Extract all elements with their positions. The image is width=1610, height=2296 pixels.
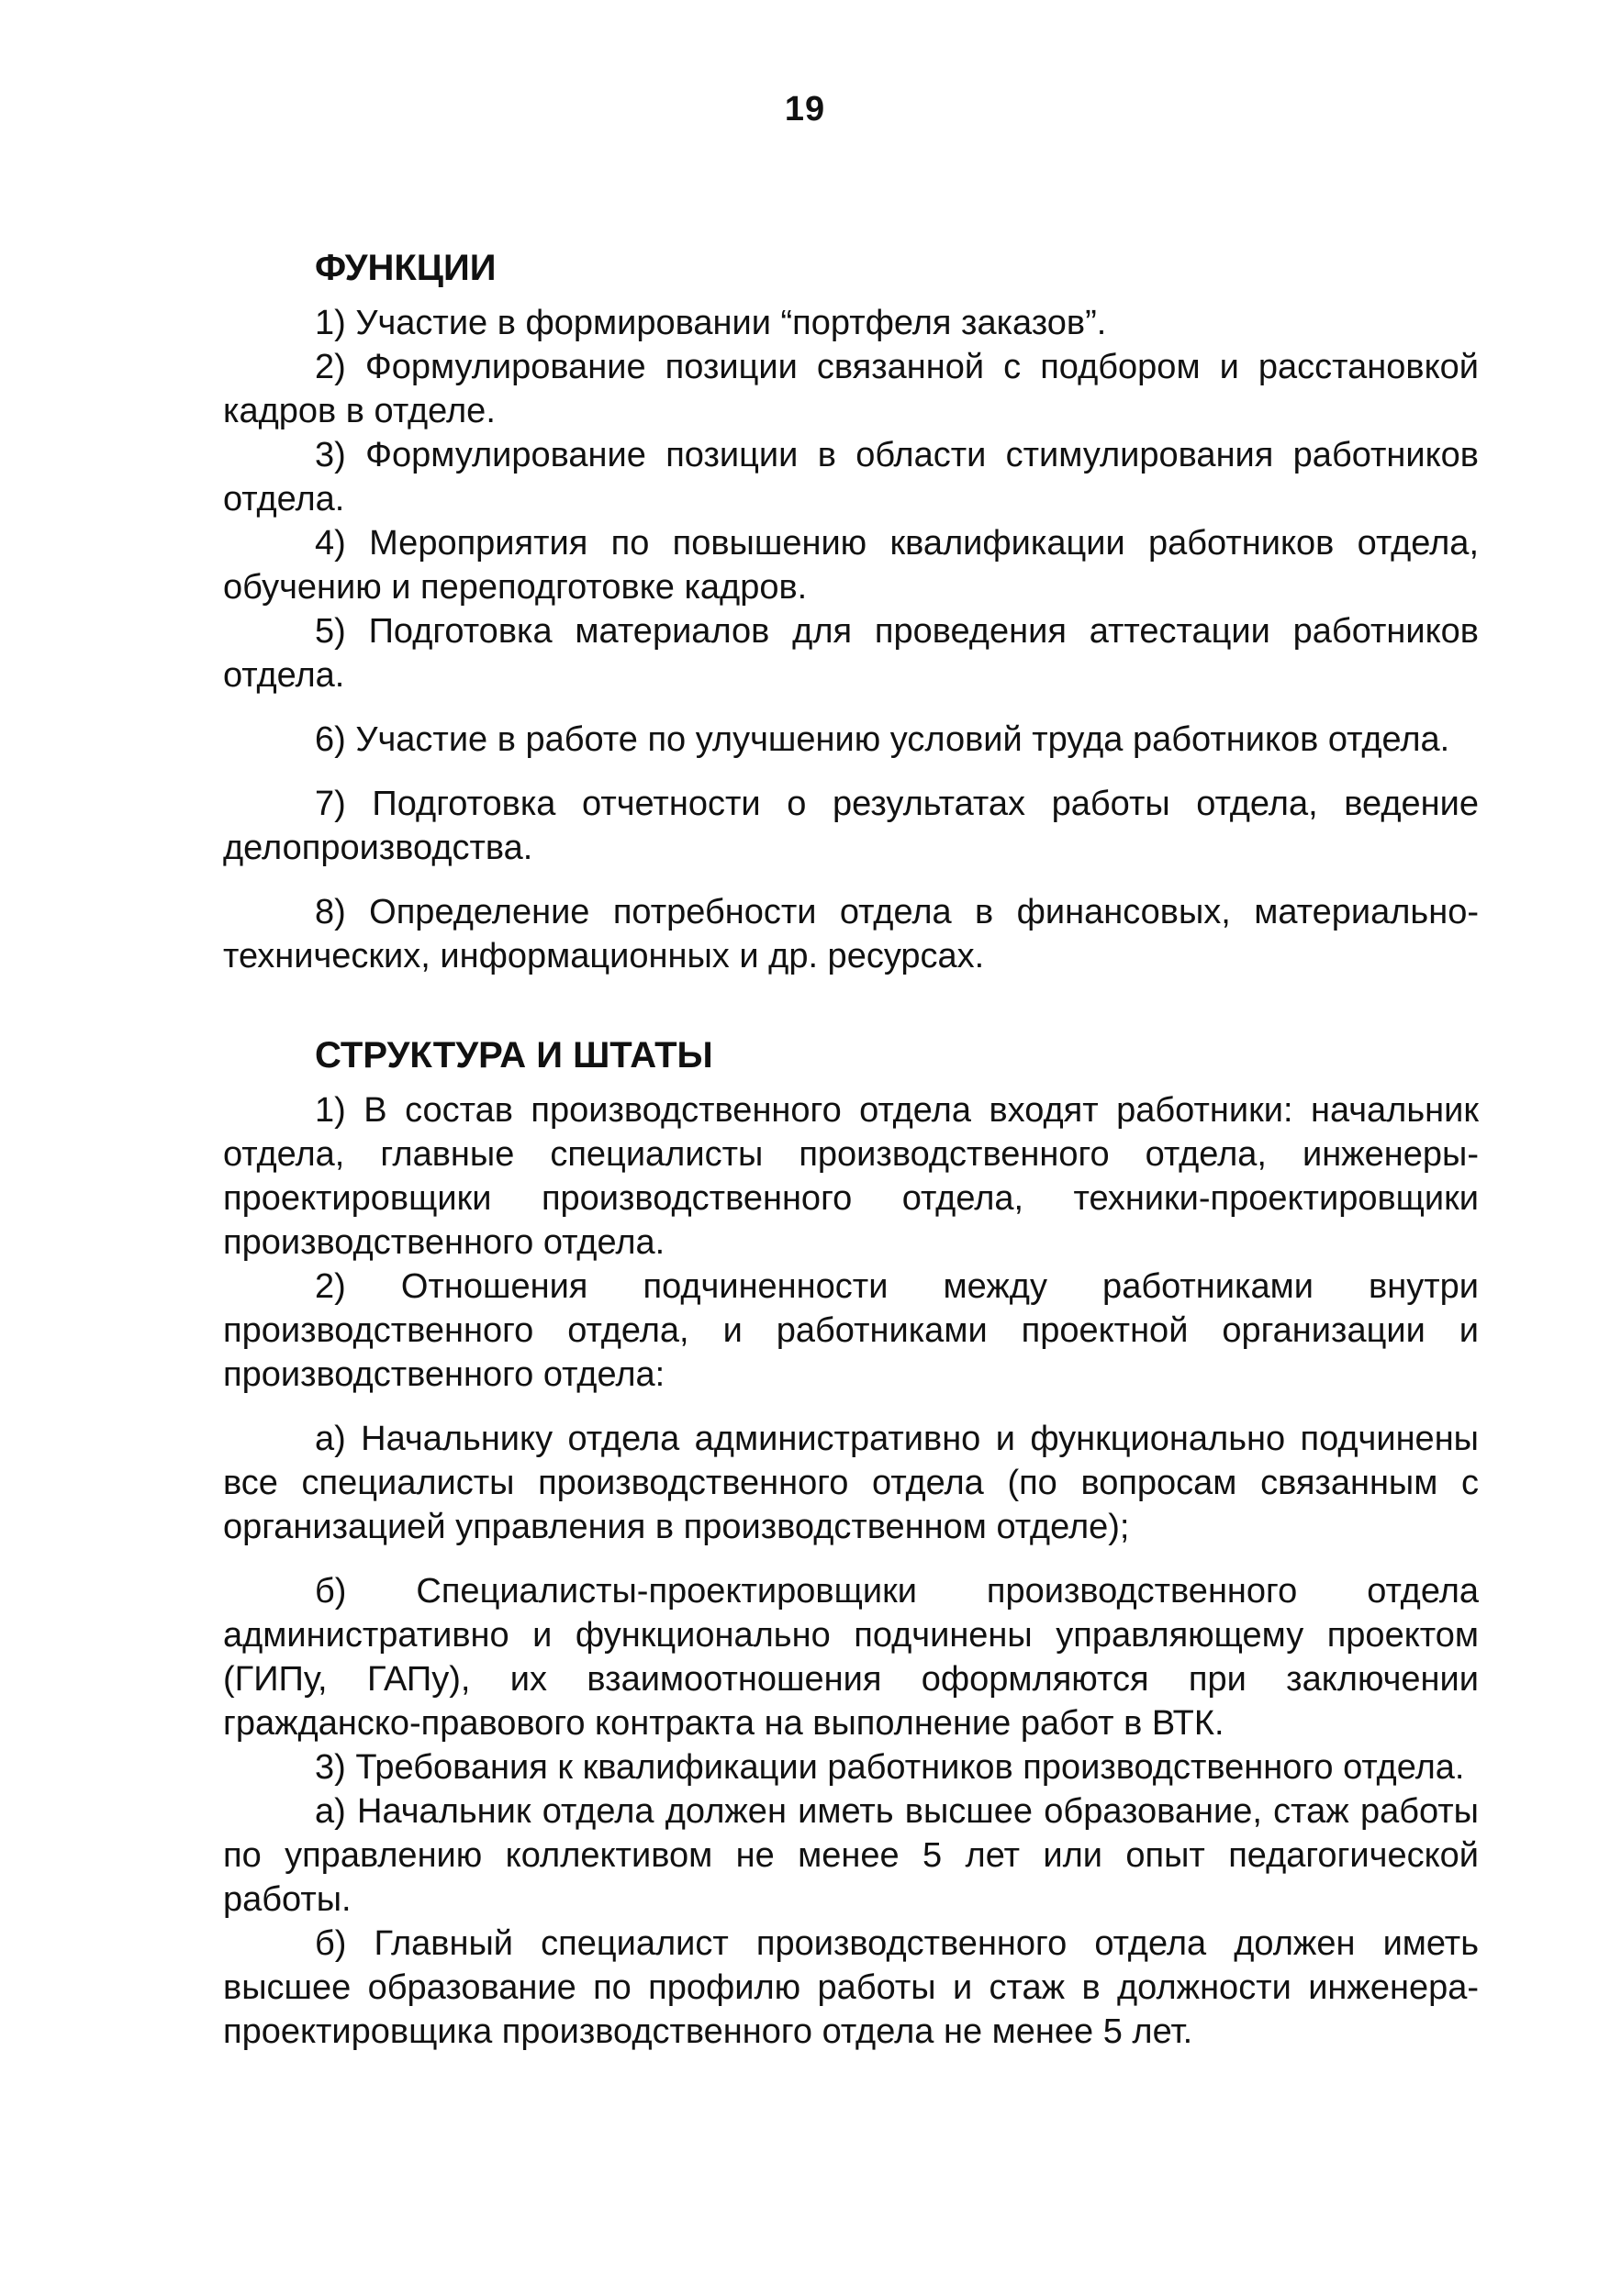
structure-item-3b: б) Главный специалист производственного отдела должен иметь высшее образование по профилю работы и стаж в должности инженера-проектировщика производственного отдела не менее 5 лет.	[223, 1924, 1479, 2051]
functions-item-2: 2) Формулирование позиции связанной с подбором и расстановкой кадров в отделе.	[223, 348, 1479, 430]
structure-item-2: 2) Отношения подчиненности между работниками внутри производственного отдела, и работниками проектной организации и производственного отдела:	[223, 1267, 1479, 1394]
structure-item-2a: а) Начальнику отдела административно и функционально подчинены все специалисты производственного отдела (по вопросам связанным с организацией управления в производственном отделе);	[223, 1420, 1479, 1546]
functions-item-6: 6) Участие в работе по улучшению условий труда работников отдела.	[315, 720, 1450, 759]
page-number: 19	[784, 90, 826, 128]
functions-item-4: 4) Мероприятия по повышению квалификации работников отдела, обучению и переподготовке кадров.	[223, 524, 1479, 607]
structure-item-2b: б) Специалисты-проектировщики производственного отдела административно и функционально подчинены управляющему проектом (ГИПу, ГАПу), их взаимоотношения оформляются при заключении гражданско-правового контракта на выполнение работ в ВТК.	[223, 1572, 1479, 1743]
functions-item-1: 1) Участие в формировании “портфеля заказов”.	[315, 304, 1107, 342]
structure-item-3: 3) Требования к квалификации работников производственного отдела.	[315, 1748, 1465, 1787]
functions-item-3: 3) Формулирование позиции в области стимулирования работников отдела.	[223, 436, 1479, 518]
section-heading-structure: СТРУКТУРА И ШТАТЫ	[315, 1035, 713, 1076]
section-heading-functions: ФУНКЦИИ	[315, 248, 497, 288]
functions-item-7: 7) Подготовка отчетности о результатах работы отдела, ведение делопроизводства.	[223, 785, 1479, 867]
functions-item-5: 5) Подготовка материалов для проведения аттестации работников отдела.	[223, 612, 1479, 695]
functions-item-8: 8) Определение потребности отдела в финансовых, материально-технических, информационных и др. ресурсах.	[223, 893, 1479, 975]
structure-item-1: 1) В состав производственного отдела входят работники: начальник отдела, главные специалисты производственного отдела, инженеры-проектировщики производственного отдела, техники-проектировщики производственного отдела.	[223, 1091, 1479, 1262]
structure-item-3a: а) Начальник отдела должен иметь высшее образование, стаж работы по управлению коллективом не менее 5 лет или опыт педагогической работы.	[223, 1792, 1479, 1919]
page-content	[223, 246, 1479, 2054]
